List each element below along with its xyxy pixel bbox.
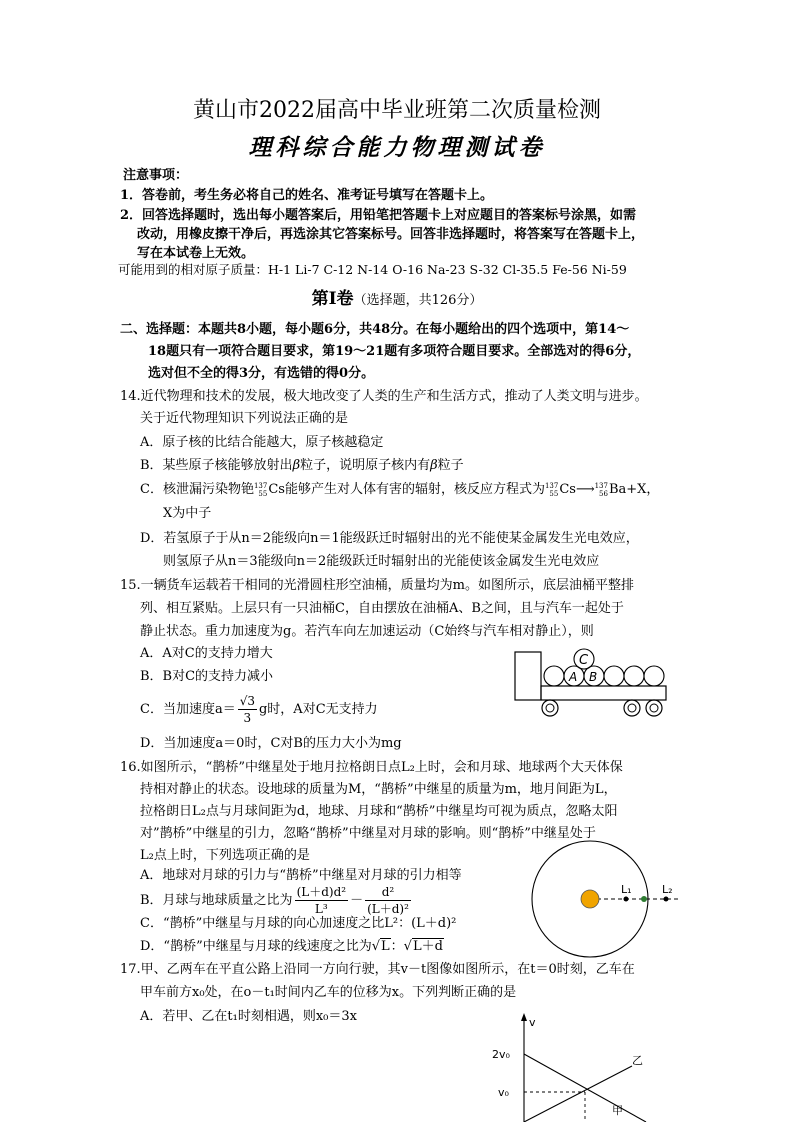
- orbit-figure: [528, 838, 688, 962]
- q15-stem-line1: 15.一辆货车运载若干相同的光滑圆柱形空油桶，质量均为m。如图所示，底层油桶平整排: [120, 578, 635, 593]
- q14-stem-line2: 关于近代物理知识下列说法正确的是: [140, 411, 349, 426]
- label-jia: 甲: [612, 1104, 623, 1117]
- vt-graph: [482, 1010, 662, 1122]
- q15-option-d: D．当加速度a＝0时，C对B的压力大小为mg: [140, 736, 402, 751]
- barrel-bottom: [644, 666, 664, 686]
- q14-option-a: A．原子核的比结合能越大，原子核越稳定: [140, 435, 384, 450]
- label-b: B: [589, 670, 598, 684]
- fraction-2: $\frac{\text{d²}}{\text{(L＋d)²}}$: [367, 885, 409, 917]
- section-title: 第Ⅰ卷: [311, 289, 354, 309]
- q14-option-c: C．核泄漏污染物铯 137 55 Cs能够产生对人体有害的辐射，核反应方程式为 137 55 Cs⟶ 137 56 Ba+X，: [140, 481, 660, 498]
- q14-option-b: B．某些原子核能够放射出β粒子，说明原子核内有β粒子: [140, 458, 464, 473]
- wheel-hub: [650, 704, 658, 712]
- wheel: [542, 700, 558, 716]
- wheel-hub: [628, 704, 636, 712]
- q16-option-d: D．“鹊桥”中继星与月球的线速度之比为√L：√L＋d: [140, 939, 443, 954]
- v-axis-arrow-icon: [521, 1013, 527, 1021]
- q15-option-c: C．当加速度a＝ $\frac{√3}{3}$ g时，A对C无支持力: [140, 694, 378, 726]
- part2-line3: 选对但不全的得3分，有选错的得0分。: [148, 366, 375, 381]
- truck-bed: [541, 686, 666, 700]
- truck-cab: [515, 652, 541, 700]
- fraction-sqrt3-over-3: $\frac{√3}{3}$: [239, 694, 255, 726]
- barrel-bottom: [544, 666, 564, 686]
- reaction-arrow: ⟶: [575, 482, 595, 497]
- part2-line1: 二、选择题：本题共8小题，每小题6分，共48分。在每小题给出的四个选项中，第14～: [120, 322, 630, 337]
- q16-stem-line1: 16.如图所示，“鹊桥”中继星处于地月拉格朗日点L₂上时，会和月球、地球两个大天体保: [120, 760, 623, 775]
- exam-title: 黄山市2022届高中毕业班第二次质量检测: [193, 98, 601, 123]
- label-c: C: [579, 653, 589, 668]
- q16-option-c: C．“鹊桥”中继星与月球的向心加速度之比L²：(L＋d)²: [140, 916, 457, 931]
- truck-figure: [508, 644, 678, 724]
- fraction-1: $\frac{\text{(L＋d)d²}}{\text{L³}}$: [296, 885, 347, 917]
- q14-option-c-cont: X为中子: [163, 506, 212, 521]
- wheel: [646, 700, 662, 716]
- q16-stem-line2: 持相对静止的状态。设地球的质量为M，“鹊桥”中继星的质量为m，地月间距为L，: [140, 782, 617, 797]
- q17-stem-line1: 17.甲、乙两车在平直公路上沿同一方向行驶，其v－t图像如图所示，在t＝0时刻，乙车在: [120, 962, 635, 977]
- q15-stem-line3: 静止状态。重力加速度为g。若汽车向左加速运动（C始终与汽车相对静止），则: [140, 624, 594, 639]
- sqrt-l-plus-d: L＋d: [412, 939, 443, 954]
- label-v: v: [529, 1016, 536, 1029]
- isotope-cs-2: 137 55: [544, 481, 559, 498]
- label-2v0: 2v₀: [492, 1048, 510, 1061]
- notice-item-2-line2: 改动，用橡皮擦干净后，再选涂其它答案标号。回答非选择题时，将答案写在答题卡上，: [137, 227, 645, 242]
- q14-option-d-line2: 则氢原子从n＝3能级向n＝2能级跃迁时辐射出的光能使该金属发生光电效应: [163, 554, 600, 569]
- q16-option-a: A．地球对月球的引力与“鹊桥”中继星对月球的引力相等: [140, 868, 462, 883]
- wheel-hub: [546, 704, 554, 712]
- l2-point: [664, 897, 669, 902]
- notice-item-1: 1．答卷前，考生务必将自己的姓名、准考证号填写在答题卡上。: [120, 188, 494, 203]
- q16-stem-line5: L₂点上时，下列选项正确的是: [140, 848, 310, 863]
- label-l2: L₂: [662, 883, 673, 896]
- atomic-mass-line: 可能用到的相对原子质量：H-1 Li-7 C-12 N-14 O-16 Na-23 S-32 Cl-35.5 Fe-56 Ni-59: [118, 262, 627, 277]
- barrel-bottom: [604, 666, 624, 686]
- barrel-bottom: [624, 666, 644, 686]
- beta-symbol: β: [430, 458, 438, 473]
- exam-subtitle: 理科综合能力物理测试卷: [248, 134, 546, 161]
- wheel: [624, 700, 640, 716]
- notice-item-2-line1: 2．回答选择题时，选出每小题答案后，用铅笔把答题卡上对应题目的答案标号涂黑，如需: [120, 208, 637, 223]
- notice-heading: 注意事项：: [123, 168, 189, 183]
- q16-option-b: B．月球与地球质量之比为 $\frac{\text{(L＋d)d²}}{\text{L³}}$ － $\frac{\text{d²}}{\text{(L＋d)²}}$: [140, 885, 409, 917]
- label-v0: v₀: [498, 1086, 509, 1099]
- earth: [581, 890, 599, 908]
- isotope-ba: 137 56: [594, 481, 608, 498]
- q17-stem-line2: 甲车前方x₀处，在o－t₁时间内乙车的位移为x。下列判断正确的是: [140, 985, 517, 1000]
- label-a: A: [569, 670, 578, 684]
- q15-option-a: A．A对C的支持力增大: [140, 646, 273, 661]
- beta-symbol: β: [292, 458, 301, 473]
- sqrt-l: L: [381, 939, 390, 954]
- label-l1: L₁: [621, 883, 632, 896]
- part2-line2: 18题只有一项符合题目要求，第19～21题有多项符合题目要求。全部选对的得6分，: [148, 344, 641, 359]
- notice-item-2-line3: 写在本试卷上无效。: [137, 246, 255, 261]
- l1-point: [624, 897, 629, 902]
- q14-stem-line1: 14.近代物理和技术的发展，极大地改变了人类的生产和生活方式，推动了人类文明与进步。: [120, 389, 648, 404]
- q16-stem-line4: 对”鹊桥”中继星的引力，忽略“鹊桥”中继星对月球的影响。则“鹊桥”中继星处于: [140, 826, 596, 841]
- q15-stem-line2: 列、相互紧贴。上层只有一只油桶C，自由摆放在油桶A、B之间，且与汽车一起处于: [140, 601, 624, 616]
- isotope-cs-1: 137 55: [253, 481, 268, 498]
- q16-stem-line3: 拉格朗日L₂点与月球间距为d，地球、月球和“鹊桥”中继星均可视为质点，忽略太阳: [140, 804, 618, 819]
- section-note: （选择题，共126分）: [353, 293, 483, 308]
- section-heading: [0, 288, 794, 311]
- moon: [641, 896, 647, 902]
- q14-option-d-line1: D．若氢原子于从n＝2能级向n＝1能级跃迁时辐射出的光不能使某金属发生光电效应，: [140, 531, 639, 546]
- label-yi: 乙: [632, 1054, 643, 1067]
- q17-option-a: A．若甲、乙在t₁时刻相遇，则x₀＝3x: [140, 1009, 357, 1024]
- q15-option-b: B．B对C的支持力减小: [140, 669, 274, 684]
